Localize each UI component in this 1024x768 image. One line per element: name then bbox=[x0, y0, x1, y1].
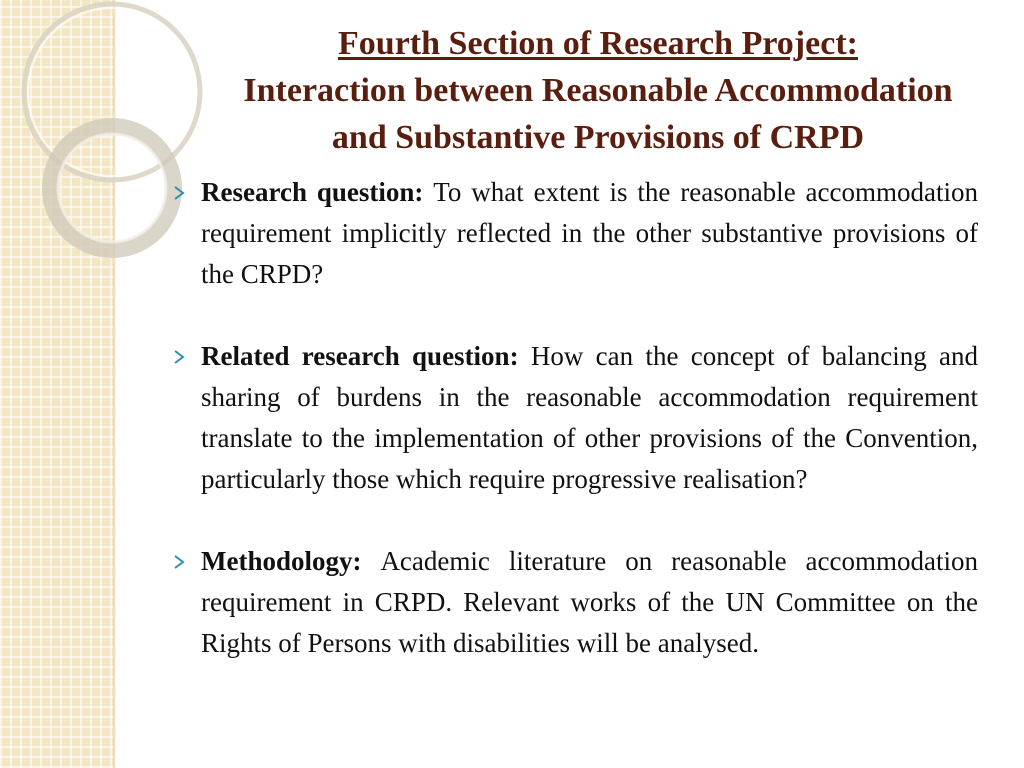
bullet-label: Research question: bbox=[201, 177, 434, 207]
chevron-right-arrow-icon bbox=[172, 555, 186, 569]
bullet-label: Methodology: bbox=[201, 546, 381, 576]
bullet-text: Academic literature on reasonable accommodation requirement in CRPD. Relevant works of the UN Committee on the Rights of Persons with disabilities will be analysed. bbox=[201, 546, 978, 658]
bullet-text: To what extent is the reasonable accommodation requirement implicitly reflected in the other substantive provisions of the CRPD? bbox=[201, 177, 978, 289]
bullet-related-research-question bbox=[172, 336, 978, 500]
bullet-research-question bbox=[172, 172, 978, 295]
bullet-list bbox=[172, 172, 978, 664]
slide-title bbox=[170, 20, 1024, 161]
chevron-right-arrow-icon bbox=[172, 186, 186, 200]
title-line-2: Interaction between Reasonable Accommodation bbox=[243, 72, 953, 109]
bullet-text: How can the concept of balancing and sharing of burdens in the reasonable accommodation requirement translate to the implementation of other provisions of the Convention, particularly those which require progressive realisation? bbox=[201, 341, 978, 494]
title-line-1: Fourth Section of Research Project: bbox=[338, 25, 858, 62]
bullet-label: Related research question: bbox=[201, 341, 531, 371]
title-line-3: and Substantive Provisions of CRPD bbox=[331, 119, 865, 156]
bullet-methodology bbox=[172, 541, 978, 664]
chevron-right-arrow-icon bbox=[172, 350, 186, 364]
